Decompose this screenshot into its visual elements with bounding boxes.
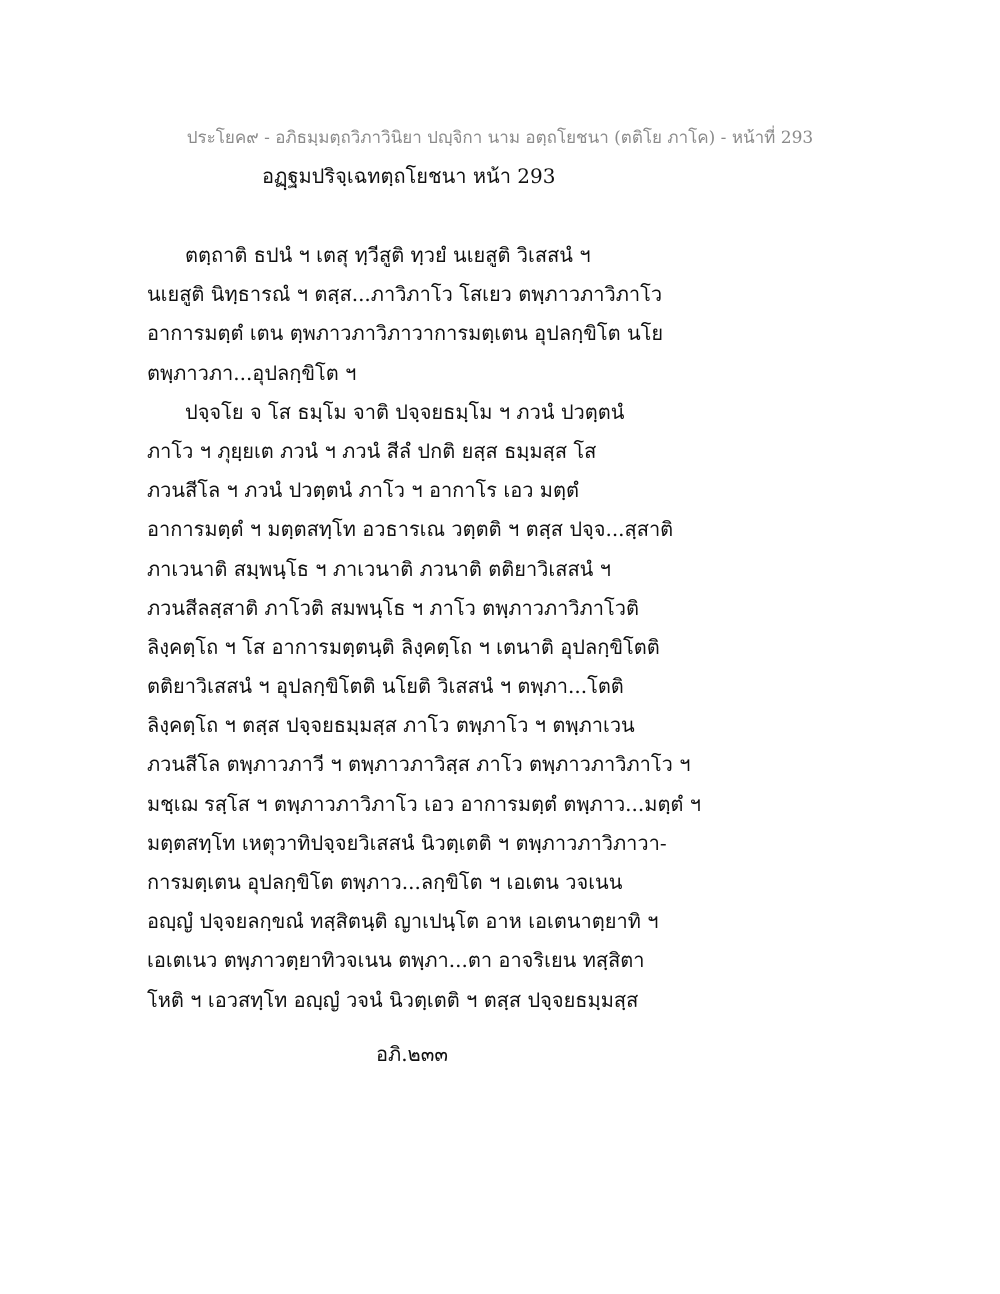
text-line: ลิงฺคตฺโถ ฯ ตสฺส ปจฺจยธมฺมสฺส ภาโว ตพฺภาโว ฯ ตพฺภาเวน <box>147 713 635 738</box>
text-line: ตตฺถาติ ธปนํ ฯ เตสุ ทฺวีสูติ ทฺวยํ นเยสูติ วิเสสนํ ฯ <box>185 243 591 267</box>
page-footer: อภิ.๒๓๓ <box>376 1042 449 1066</box>
page-subheader: อฏฺฐมปริจฺเฉทตฺถโยชนา หน้า 293 <box>262 164 556 188</box>
text-line: อาการมตฺตํ เตน ตฺพภาวภาวิภาวาการมตฺเตน อุปลกฺขิโต นโย <box>147 321 664 346</box>
text-line: อญฺญํ ปจฺจยลกฺขณํ ทสฺสิตนฺติ ญาเปนฺโต อาห เอเตนาตฺยาทิ ฯ <box>147 909 659 934</box>
text-line: มตฺตสทฺโท เหตุวาทิปจฺจยวิเสสนํ นิวตฺเตติ ฯ ตพฺภาวภาวิภาวา- <box>147 830 667 855</box>
text-line: นเยสูติ นิทฺธารณํ ฯ ตสฺส...ภาวิภาโว โสเยว ตพฺภาวภาวิภาโว <box>147 282 663 307</box>
text-line: การมตฺเตน อุปลกฺขิโต ตพฺภาว...ลกฺขิโต ฯ เอเตน วจเนน <box>147 870 623 894</box>
text-line: ลิงฺคตฺโถ ฯ โส อาการมตฺตนฺติ ลิงฺคตฺโถ ฯ เตนาติ อุปลกฺขิโตติ <box>147 634 660 659</box>
text-line: เอเตเนว ตพฺภาวตฺยาทิวจเนน ตพฺภา...ตา อาจริเยน ทสฺสิตา <box>147 948 645 973</box>
text-line: ปจฺจโย จ โส ธมฺโม จาติ ปจฺจยธมฺโม ฯ ภวนํ ปวตฺตนํ <box>185 399 625 424</box>
text-line: ภาโว ฯ ภุยฺยเต ภวนํ ฯ ภวนํ สีลํ ปกติ ยสฺส ธมฺมสฺส โส <box>147 438 597 463</box>
text-line: มชฺเฌ รสฺโส ฯ ตพฺภาวภาวิภาโว เอว อาการมตฺตํ ตพฺภาว...มตฺตํ ฯ <box>147 791 702 816</box>
text-line: ตติยาวิเสสนํ ฯ อุปลกฺขิโตติ นโยติ วิเสสนํ ฯ ตพฺภา...โตติ <box>147 674 624 699</box>
text-line: ตพฺภาวภา...อุปลกฺขิโต ฯ <box>147 360 357 385</box>
text-line: ภวนสีลสฺสาติ ภาโวติ สมพนฺโธ ฯ ภาโว ตพฺภาวภาวิภาโวติ <box>147 595 639 620</box>
text-line: อาการมตฺตํ ฯ มตฺตสทฺโท อวธารเณ วตฺตติ ฯ ตสฺส ปจฺจ...สฺสาติ <box>147 517 674 542</box>
text-line: ภวนสีโล ฯ ภวนํ ปวตฺตนํ ภาโว ฯ อากาโร เอว มตฺตํ <box>147 478 579 503</box>
text-line: ภาเวนาติ สมฺพนฺโธ ฯ ภาเวนาติ ภวนาติ ตติยาวิเสสนํ ฯ <box>147 556 611 581</box>
text-line: ภวนสีโล ตพฺภาวภาวี ฯ ตพฺภาวภาวิสฺส ภาโว ตพฺภาวภาวิภาโว ฯ <box>147 752 691 777</box>
body-text <box>147 236 867 1020</box>
running-header: ประโยค๙ - อภิธมฺมตฺถวิภาวินิยา ปญฺจิกา นาม อตฺถโยชนา (ตติโย ภาโค) - หน้าที่ 293 <box>186 128 814 148</box>
text-line: โหติ ฯ เอวสทฺโท อญฺญํ วจนํ นิวตฺเตติ ฯ ตสฺส ปจฺจยธมฺมสฺส <box>147 987 639 1012</box>
